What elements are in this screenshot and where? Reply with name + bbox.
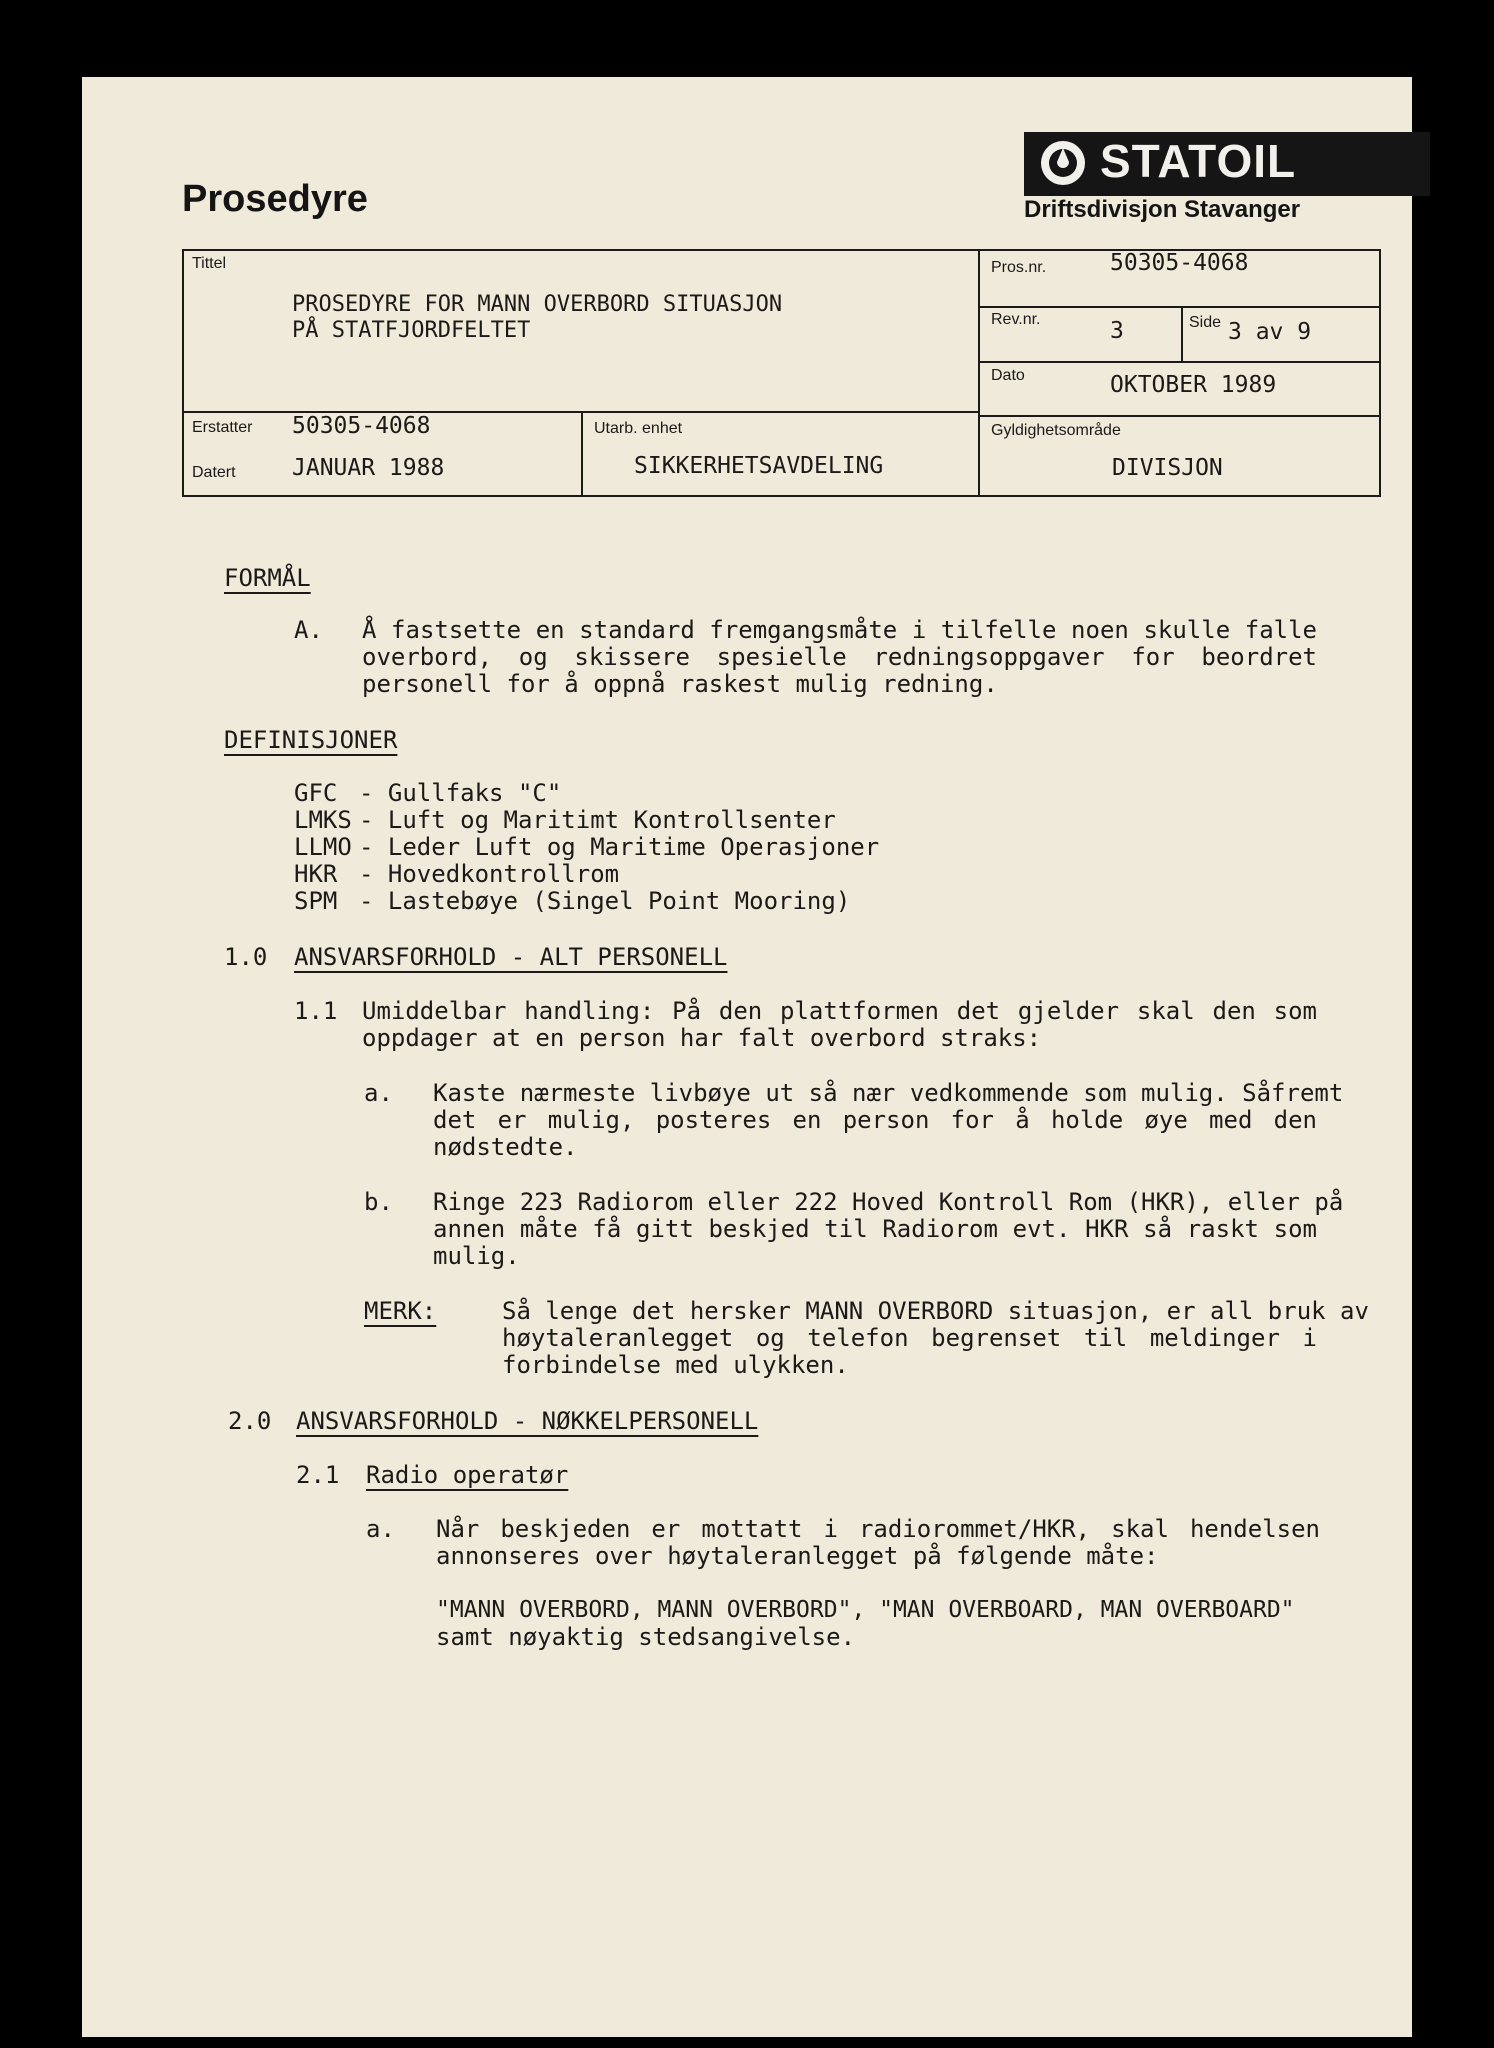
section-number: 2.0: [228, 1407, 272, 1435]
note-label: MERK:: [364, 1297, 437, 1325]
item-letter: a.: [366, 1515, 395, 1543]
replaces-date: JANUAR 1988: [292, 455, 445, 481]
revision-number-label: Rev.nr.: [991, 311, 1041, 328]
definition-abbr: LMKS: [294, 806, 352, 834]
announcement-line: "MANN OVERBORD, MANN OVERBORD", "MAN OVERBOARD, MAN OVERBOARD": [436, 1597, 1295, 1623]
statoil-drop-icon: [1038, 138, 1088, 188]
section-number: 1.0: [224, 943, 268, 971]
item-text-line: Ringe 223 Radiorom eller 222 Hoved Kontroll Rom (HKR), eller på: [433, 1188, 1344, 1216]
item-text-line: mulig.: [433, 1242, 520, 1270]
page-label: Side: [1189, 314, 1222, 331]
item-text-line: Når beskjeden er mottatt i radiorommet/HKR, skal hendelsen: [436, 1515, 1320, 1543]
definition-text: - Lastebøye (Singel Point Mooring): [359, 887, 851, 915]
item-text-line: annonseres over høytaleranlegget på følgende måte:: [436, 1542, 1159, 1570]
definitions-heading: DEFINISJONER: [224, 726, 398, 754]
announcement-line: samt nøyaktig stedsangivelse.: [436, 1623, 856, 1651]
subsection-heading: Radio operatør: [366, 1461, 569, 1489]
validity-area-label: Gyldighetsområde: [991, 422, 1121, 439]
section-heading: ANSVARSFORHOLD - ALT PERSONELL: [294, 943, 728, 971]
subsection-number: 1.1: [294, 997, 338, 1025]
purpose-heading: FORMÅL: [224, 564, 311, 592]
item-text-line: nødstedte.: [433, 1133, 578, 1161]
document-type-heading: Prosedyre: [182, 178, 368, 220]
revision-number: 3: [1110, 318, 1124, 344]
purpose-text-line: Å fastsette en standard fremgangsmåte i tilfelle noen skulle falle: [362, 616, 1317, 644]
note-text-line: høytaleranlegget og telefon begrenset til meldinger i: [502, 1324, 1317, 1352]
document-date: OKTOBER 1989: [1110, 372, 1277, 398]
definition-abbr: GFC: [294, 779, 338, 807]
title-label: Tittel: [192, 255, 227, 272]
document-title-line1: PROSEDYRE FOR MANN OVERBORD SITUASJON: [292, 292, 783, 317]
purpose-text-line: overbord, og skissere spesielle redningsoppgaver for beordret: [362, 643, 1317, 671]
definition-text: - Leder Luft og Maritime Operasjoner: [359, 833, 880, 861]
item-text-line: annen måte få gitt beskjed til Radiorom evt. HKR så raskt som: [433, 1215, 1317, 1243]
dated-label: Datert: [192, 464, 236, 481]
date-label: Dato: [991, 367, 1025, 384]
definition-text: - Luft og Maritimt Kontrollsenter: [359, 806, 836, 834]
purpose-letter: A.: [294, 616, 323, 644]
prepared-by-unit: SIKKERHETSAVDELING: [634, 453, 884, 479]
definition-abbr: HKR: [294, 860, 338, 888]
definition-abbr: SPM: [294, 887, 338, 915]
validity-area: DIVISJON: [1112, 455, 1223, 481]
procedure-number: 50305-4068: [1110, 250, 1249, 276]
document-title-line2: PÅ STATFJORDFELTET: [292, 318, 531, 343]
subsection-number: 2.1: [296, 1461, 340, 1489]
replaces-number: 50305-4068: [292, 413, 431, 439]
definition-text: - Hovedkontrollrom: [359, 860, 620, 888]
company-logo-text: STATOIL: [1100, 135, 1297, 187]
item-letter: b.: [364, 1188, 393, 1216]
item-text-line: Kaste nærmeste livbøye ut så nær vedkommende som mulig. Såfremt: [433, 1079, 1344, 1107]
note-text-line: Så lenge det hersker MANN OVERBORD situasjon, er all bruk av: [502, 1297, 1369, 1325]
division-name: Driftsdivisjon Stavanger: [1024, 196, 1301, 223]
definition-text: - Gullfaks "C": [359, 779, 562, 807]
purpose-text-line: personell for å oppnå raskest mulig redning.: [362, 670, 998, 698]
note-text-line: forbindelse med ulykken.: [502, 1351, 849, 1379]
subsection-text-line: Umiddelbar handling: På den plattformen det gjelder skal den som: [362, 997, 1317, 1025]
subsection-text-line: oppdager at en person har falt overbord straks:: [362, 1024, 1042, 1052]
section-heading: ANSVARSFORHOLD - NØKKELPERSONELL: [296, 1407, 759, 1435]
item-text-line: det er mulig, posteres en person for å holde øye med den: [433, 1106, 1317, 1134]
page-number: 3 av 9: [1228, 319, 1312, 345]
definition-abbr: LLMO: [294, 833, 352, 861]
item-letter: a.: [364, 1079, 393, 1107]
replaces-label: Erstatter: [192, 419, 253, 436]
prepared-by-label: Utarb. enhet: [594, 420, 683, 437]
procedure-number-label: Pros.nr.: [991, 259, 1047, 276]
